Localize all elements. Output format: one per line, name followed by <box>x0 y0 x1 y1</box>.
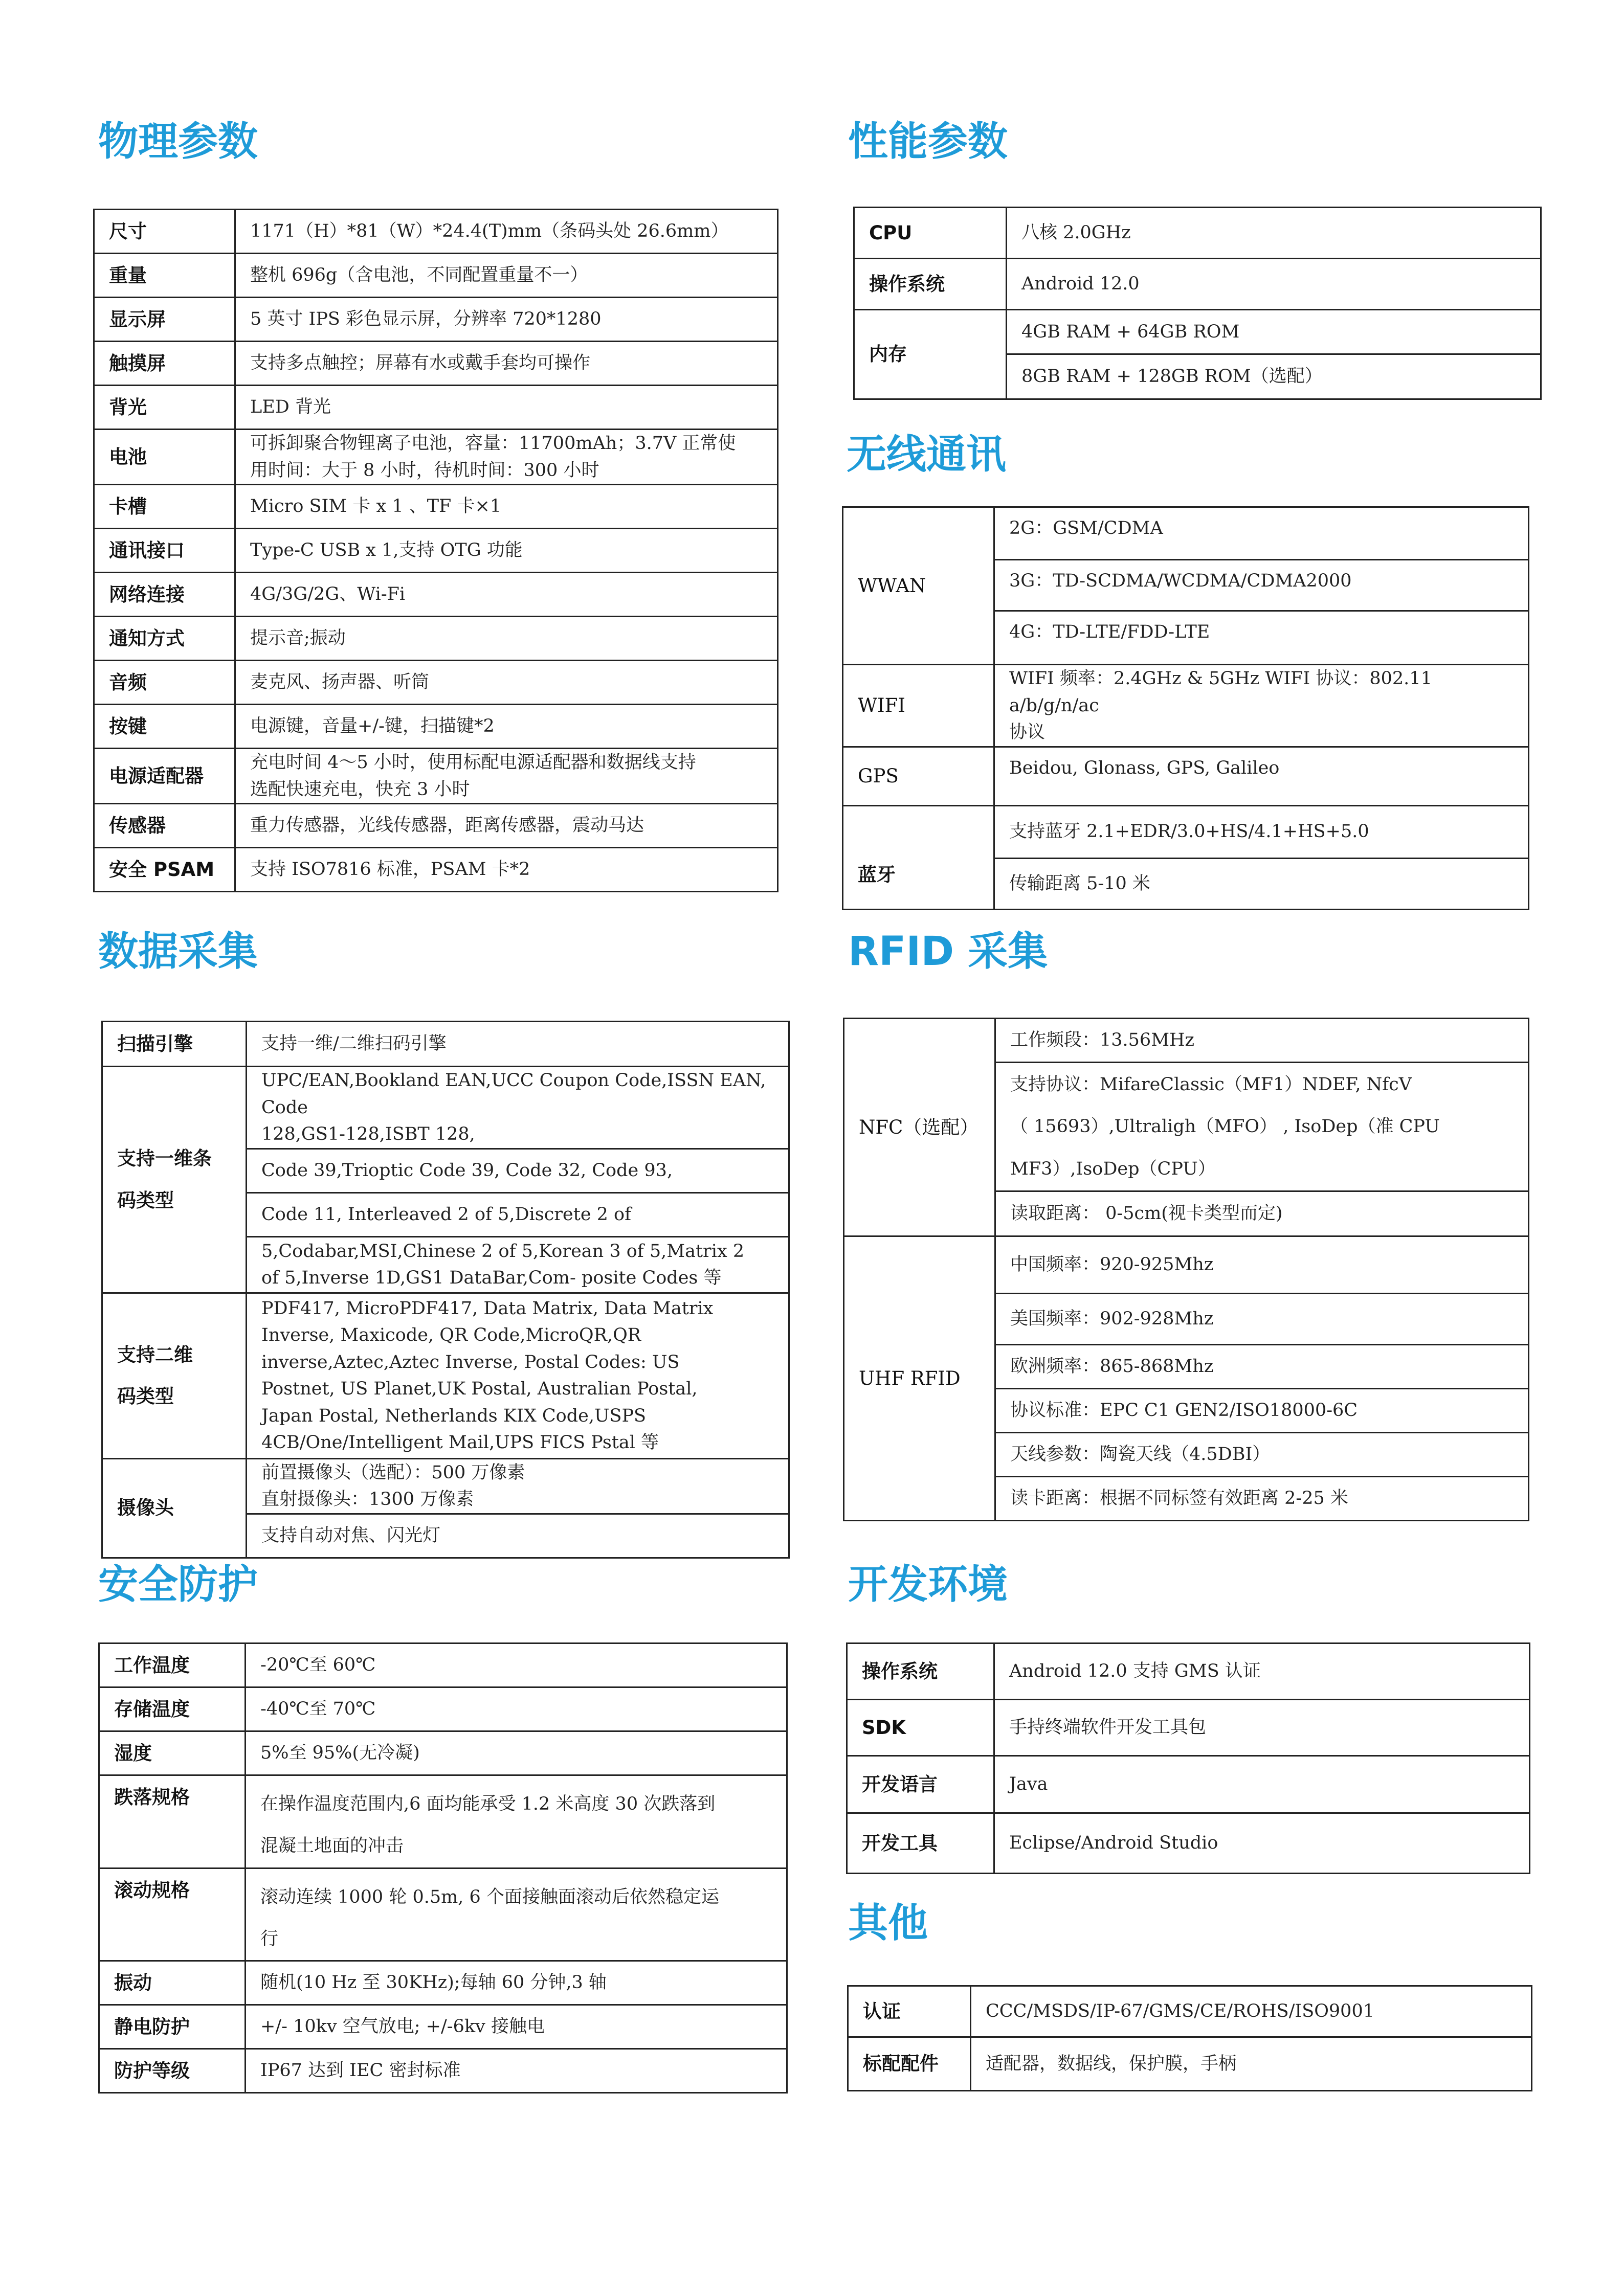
param-value: 支持蓝牙 2.1+EDR/3.0+HS/4.1+HS+5.0 <box>994 805 1529 858</box>
param-label: WIFI <box>843 665 994 747</box>
param-value: 4G：TD-LTE/FDD-LTE <box>994 611 1529 665</box>
param-label: 认证 <box>848 1986 971 2037</box>
param-label: 工作温度 <box>99 1644 246 1687</box>
param-value: Android 12.0 <box>1007 259 1541 310</box>
table-row <box>102 1022 789 1067</box>
param-label: 开发语言 <box>847 1756 994 1813</box>
param-value: 充电时间 4～5 小时，使用标配电源适配器和数据线支持 选配快速充电，快充 3 小时 <box>235 749 778 804</box>
capture-table <box>101 1021 790 1559</box>
table-row <box>99 1961 787 2005</box>
param-value: 传输距离 5-10 米 <box>994 858 1529 909</box>
param-value: 在操作温度范围内,6 面均能承受 1.2 米高度 30 次跌落到 混凝土地面的冲击 <box>246 1775 787 1869</box>
param-value: 八核 2.0GHz <box>1007 208 1541 259</box>
table-row <box>99 1731 787 1775</box>
param-label: 摄像头 <box>102 1458 247 1558</box>
table-row <box>94 210 778 254</box>
param-label: CPU <box>854 208 1007 259</box>
table-row <box>843 665 1529 747</box>
table-row <box>94 705 778 749</box>
table-row <box>94 298 778 342</box>
other-table <box>847 1985 1532 2091</box>
param-value: LED 背光 <box>235 386 778 430</box>
param-value: UPC/EAN,Bookland EAN,UCC Coupon Code,ISSN EAN, Code 128,GS1-128,ISBT 128, <box>247 1067 789 1149</box>
param-value: 中国频率：920-925Mhz <box>995 1236 1529 1294</box>
param-label: 滚动规格 <box>99 1868 246 1961</box>
param-value: 读卡距离：根据不同标签有效距离 2-25 米 <box>995 1477 1529 1521</box>
param-value: 滚动连续 1000 轮 0.5m, 6 个面接触面滚动后依然稳定运 行 <box>246 1868 787 1961</box>
param-value: 5 英寸 IPS 彩色显示屏，分辨率 720*1280 <box>235 298 778 342</box>
param-value: 4G/3G/2G、Wi-Fi <box>235 573 778 617</box>
table-row <box>847 1700 1530 1756</box>
table-row <box>844 1019 1529 1063</box>
param-value: 8GB RAM + 128GB ROM（选配） <box>1007 354 1541 399</box>
param-value: 读取距离： 0-5cm(视卡类型而定) <box>995 1191 1529 1236</box>
param-label: 电源适配器 <box>94 749 235 804</box>
param-value: 支持一维/二维扫码引擎 <box>247 1022 789 1067</box>
param-label: 操作系统 <box>847 1644 994 1700</box>
param-label: 内存 <box>854 310 1007 399</box>
section-title-other: 其他 <box>848 1900 928 1946</box>
table-row <box>854 310 1541 354</box>
performance-table <box>853 207 1542 400</box>
param-value: 随机(10 Hz 至 30KHz);每轴 60 分钟,3 轴 <box>246 1961 787 2005</box>
param-value: IP67 达到 IEC 密封标准 <box>246 2049 787 2093</box>
param-label: 开发工具 <box>847 1813 994 1874</box>
table-row <box>94 573 778 617</box>
section-title-dev: 开发环境 <box>848 1562 1008 1608</box>
table-row <box>847 1644 1530 1700</box>
table-row <box>94 848 778 892</box>
param-label: 支持二维 码类型 <box>102 1293 247 1458</box>
param-label: 支持一维条 码类型 <box>102 1067 247 1293</box>
param-value: 重力传感器，光线传感器，距离传感器，震动马达 <box>235 804 778 848</box>
table-row <box>843 747 1529 805</box>
param-label: SDK <box>847 1700 994 1756</box>
param-value: 手持终端软件开发工具包 <box>994 1700 1530 1756</box>
param-value: Micro SIM 卡 x 1 、TF 卡×1 <box>235 485 778 529</box>
section-title-capture: 数据采集 <box>98 929 258 975</box>
section-title-performance: 性能参数 <box>848 119 1008 165</box>
table-row <box>94 529 778 573</box>
param-value: 适配器，数据线，保护膜，手柄 <box>971 2037 1532 2091</box>
table-row <box>94 661 778 705</box>
table-row <box>843 507 1529 560</box>
table-row <box>102 1293 789 1458</box>
param-label: 按键 <box>94 705 235 749</box>
param-value: +/- 10kv 空气放电; +/-6kv 接触电 <box>246 2005 787 2049</box>
param-value: 协议标准：EPC C1 GEN2/ISO18000-6C <box>995 1389 1529 1433</box>
physical-params-table <box>93 209 778 892</box>
param-value: 2G：GSM/CDMA <box>994 507 1529 560</box>
param-label: 标配配件 <box>848 2037 971 2091</box>
param-label: 跌落规格 <box>99 1775 246 1869</box>
param-label: 显示屏 <box>94 298 235 342</box>
section-title-physical: 物理参数 <box>98 119 258 165</box>
table-row <box>102 1067 789 1149</box>
param-value: Eclipse/Android Studio <box>994 1813 1530 1874</box>
param-value: 美国频率：902-928Mhz <box>995 1294 1529 1345</box>
table-row <box>94 342 778 386</box>
param-value: 工作频段：13.56MHz <box>995 1019 1529 1063</box>
param-label: 尺寸 <box>94 210 235 254</box>
table-row <box>94 430 778 485</box>
param-label: GPS <box>843 747 994 805</box>
param-label: 安全 PSAM <box>94 848 235 892</box>
param-label: 操作系统 <box>854 259 1007 310</box>
param-label: 电池 <box>94 430 235 485</box>
param-label: 通知方式 <box>94 617 235 661</box>
param-value: Java <box>994 1756 1530 1813</box>
section-title-rfid: RFID 采集 <box>848 929 1048 975</box>
param-label: 湿度 <box>99 1731 246 1775</box>
dev-env-table <box>846 1642 1530 1874</box>
table-row <box>99 2005 787 2049</box>
table-row <box>99 1687 787 1731</box>
param-value: 支持 ISO7816 标准，PSAM 卡*2 <box>235 848 778 892</box>
table-row <box>94 617 778 661</box>
section-title-wireless: 无线通讯 <box>847 432 1007 478</box>
table-row <box>94 485 778 529</box>
table-row <box>848 1986 1532 2037</box>
param-label: 音频 <box>94 661 235 705</box>
param-value: 整机 696g（含电池，不同配置重量不一） <box>235 254 778 298</box>
table-row <box>854 259 1541 310</box>
param-label: 防护等级 <box>99 2049 246 2093</box>
param-label: 重量 <box>94 254 235 298</box>
table-row <box>99 2049 787 2093</box>
rfid-table <box>843 1018 1529 1521</box>
param-label: WWAN <box>843 507 994 665</box>
param-value: 欧洲频率：865-868Mhz <box>995 1345 1529 1389</box>
section-title-safety: 安全防护 <box>98 1562 258 1608</box>
param-value: Type-C USB x 1,支持 OTG 功能 <box>235 529 778 573</box>
param-label: NFC（选配） <box>844 1019 995 1236</box>
param-label: 卡槽 <box>94 485 235 529</box>
safety-table <box>98 1642 788 2094</box>
param-value: CCC/MSDS/IP-67/GMS/CE/ROHS/ISO9001 <box>971 1986 1532 2037</box>
param-label: 网络连接 <box>94 573 235 617</box>
table-row <box>854 208 1541 259</box>
table-row <box>94 804 778 848</box>
param-value: Android 12.0 支持 GMS 认证 <box>994 1644 1530 1700</box>
param-value: 可拆卸聚合物锂离子电池，容量：11700mAh；3.7V 正常使 用时间：大于 8 小时，待机时间：300 小时 <box>235 430 778 485</box>
param-value: Code 11, Interleaved 2 of 5,Discrete 2 of <box>247 1192 789 1236</box>
param-value: 1171（H）*81（W）*24.4(T)mm（条码头处 26.6mm） <box>235 210 778 254</box>
param-label: 静电防护 <box>99 2005 246 2049</box>
param-value: 支持自动对焦、闪光灯 <box>247 1514 789 1558</box>
table-row <box>844 1236 1529 1294</box>
param-value: 3G：TD-SCDMA/WCDMA/CDMA2000 <box>994 560 1529 611</box>
table-row <box>99 1644 787 1687</box>
table-row <box>94 386 778 430</box>
param-label: 背光 <box>94 386 235 430</box>
table-row <box>99 1775 787 1869</box>
param-label: 存储温度 <box>99 1687 246 1731</box>
param-label: 触摸屏 <box>94 342 235 386</box>
param-value: 电源键，音量+/-键，扫描键*2 <box>235 705 778 749</box>
table-row <box>847 1756 1530 1813</box>
param-label: UHF RFID <box>844 1236 995 1521</box>
param-value: WIFI 频率：2.4GHz & 5GHz WIFI 协议：802.11 a/b/g/n/ac 协议 <box>994 665 1529 747</box>
param-value: 麦克风、扬声器、听筒 <box>235 661 778 705</box>
table-row <box>843 805 1529 858</box>
table-row <box>847 1813 1530 1874</box>
param-value: Code 39,Trioptic Code 39, Code 32, Code 93, <box>247 1149 789 1192</box>
table-row <box>99 1868 787 1961</box>
param-value: 前置摄像头（选配）：500 万像素 直射摄像头：1300 万像素 <box>247 1458 789 1514</box>
param-value: 5,Codabar,MSI,Chinese 2 of 5,Korean 3 of 5,Matrix 2 of 5,Inverse 1D,GS1 DataBar,Com- posite Codes 等 <box>247 1236 789 1293</box>
param-label: 振动 <box>99 1961 246 2005</box>
param-value: 4GB RAM + 64GB ROM <box>1007 310 1541 354</box>
param-label: 蓝牙 <box>843 805 994 909</box>
param-value: 5%至 95%(无冷凝) <box>246 1731 787 1775</box>
table-row <box>102 1458 789 1514</box>
table-row <box>94 749 778 804</box>
table-row <box>94 254 778 298</box>
wireless-table <box>842 506 1529 910</box>
param-value: -40℃至 70℃ <box>246 1687 787 1731</box>
param-value: 支持多点触控；屏幕有水或戴手套均可操作 <box>235 342 778 386</box>
param-value: 天线参数：陶瓷天线（4.5DBI） <box>995 1433 1529 1477</box>
param-value: PDF417, MicroPDF417, Data Matrix, Data Matrix Inverse, Maxicode, QR Code,MicroQR,QR inverse,Aztec,Aztec Inverse, Postal Codes: US Postnet, US Planet,UK Postal, Australian Postal, Japan Postal, Netherlands KIX Code,USPS 4CB/One/Intelligent Mail,UPS FICS Pstal 等 <box>247 1293 789 1458</box>
param-label: 传感器 <box>94 804 235 848</box>
param-value: -20℃至 60℃ <box>246 1644 787 1687</box>
param-label: 通讯接口 <box>94 529 235 573</box>
param-value: Beidou, Glonass, GPS, Galileo <box>994 747 1529 805</box>
param-value: 支持协议：MifareClassic（MF1）NDEF, NfcV （ 15693）,Ultraligh（MFO） , IsoDep（准 CPU MF3）,IsoDep（CPU） <box>995 1063 1529 1191</box>
param-label: 扫描引擎 <box>102 1022 247 1067</box>
param-value: 提示音;振动 <box>235 617 778 661</box>
table-row <box>848 2037 1532 2091</box>
